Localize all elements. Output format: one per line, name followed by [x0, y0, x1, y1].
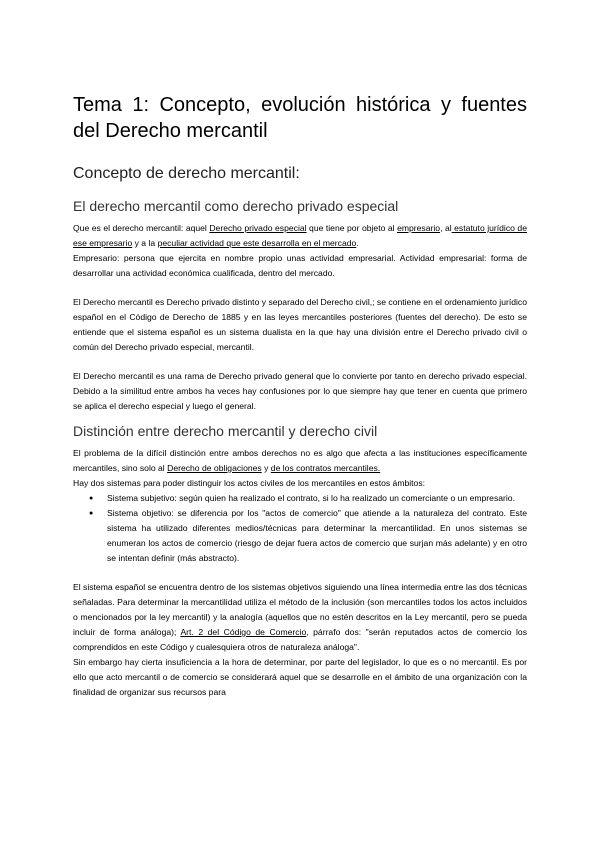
text-run: El sistema español se encuentra dentro de los sistemas objetivos siguiendo una línea intermedia entre las dos técnicas señaladas. Para determinar la mercantilidad utiliza el método de la inclusión (son mercantiles todos los actos incluidos o mencionados por la ley mercantil) y la analogía (aquellos que no estén descritos en la Ley mercantil, pero se pueda incluir de forma análoga); — [73, 582, 527, 637]
text-run: , al — [440, 223, 452, 233]
section-heading-concepto: Concepto de derecho mercantil: — [73, 165, 300, 182]
paragraph-sistema-espanol — [73, 580, 527, 655]
text-run: y a la — [132, 238, 158, 248]
paragraph-problema — [73, 446, 527, 476]
paragraph-dos-sistemas: Hay dos sistemas para poder distinguir los actos civiles de los mercantiles en estos ámbitos: — [73, 478, 426, 488]
subsection-heading-distincion: Distinción entre derecho mercantil y derecho civil — [73, 423, 378, 439]
text-run: Que es el derecho mercantil: aquel — [73, 223, 210, 233]
text-run: El problema de la difícil distinción entre ambos derechos no es algo que afecta a las instituciones específicamente mercantiles, sino solo al — [73, 448, 527, 473]
subsection-heading-privado-especial: El derecho mercantil como derecho privado especial — [73, 198, 399, 214]
underlined-term: empresario — [397, 223, 441, 233]
paragraph-insuficiencia: Sin embargo hay cierta insuficiencia a la hora de determinar, por parte del legislador, lo que es o no mercantil. Es por ello que acto mercantil o de comercio se considerará aquel que se desarrolle en el ámbito de una organización con la finalidad de organizar sus recursos para — [73, 657, 527, 697]
underlined-term: Derecho de obligaciones — [167, 463, 262, 473]
text-run: y — [261, 463, 271, 473]
bullet-list — [73, 491, 527, 566]
paragraph-dualista: El Derecho mercantil es Derecho privado distinto y separado del Derecho civil,; se contiene en el ordenamiento jurídico español en el Código de Derecho de 1885 y en las leyes mercantiles posteriores (fuentes del derecho). De esto se entiende que el sistema español es un sistema dualista en la que hay una división entre el Derecho privado civil o común del Derecho privado especial, mercantil. — [73, 297, 527, 352]
underlined-term: peculiar actividad que este desarrolla en el mercado — [157, 238, 357, 248]
underlined-term: Derecho privado especial — [209, 223, 307, 233]
list-item-subjetivo: ● Sistema subjetivo: según quien ha realizado el contrato, si lo ha realizado un comerciante o un empresario. — [107, 491, 527, 506]
document-page — [73, 92, 527, 700]
text-run: . — [356, 238, 359, 248]
paragraph-definition — [73, 221, 527, 251]
underlined-term: estatuto jurídico de ese empresario — [73, 223, 527, 248]
paragraph-empresario: Empresario: persona que ejercita en nombre propio unas actividad empresarial. Actividad empresarial: forma de desarrollar una actividad económica cualificada, dentro del mercado. — [73, 253, 527, 278]
list-item-objetivo: ● Sistema objetivo: se diferencia por los "actos de comercio" que atiende a la naturaleza del contrato. Este sistema ha utilizado diferentes medios/técnicas para determinar la mercantilidad. En unos sistemas se enumeran los actos de comercio (riesgo de dejar fuera actos de comercio que surjan más adelante) y en otro se intentan definir (más abstracto). — [107, 506, 527, 566]
underlined-term: de los contratos mercantiles. — [270, 463, 381, 473]
text-run: , párrafo dos: "serán reputados actos de comercio los comprendidos en este Código y cualesquiera otros de naturaleza análoga". — [73, 627, 527, 652]
paragraph-rama: El Derecho mercantil es una rama de Derecho privado general que lo convierte por tanto en derecho privado especial. Debido a la similitud entre ambos ha veces hay confusiones por lo que siempre hay que tener en cuenta que primero se aplica el derecho especial y luego el general. — [73, 371, 527, 411]
document-title: Tema 1: Concepto, evolución histórica y fuentes del Derecho mercantil — [73, 94, 527, 142]
underlined-term: Art. 2 del Código de Comercio — [180, 627, 307, 637]
text-run: que tiene por objeto al — [306, 223, 398, 233]
